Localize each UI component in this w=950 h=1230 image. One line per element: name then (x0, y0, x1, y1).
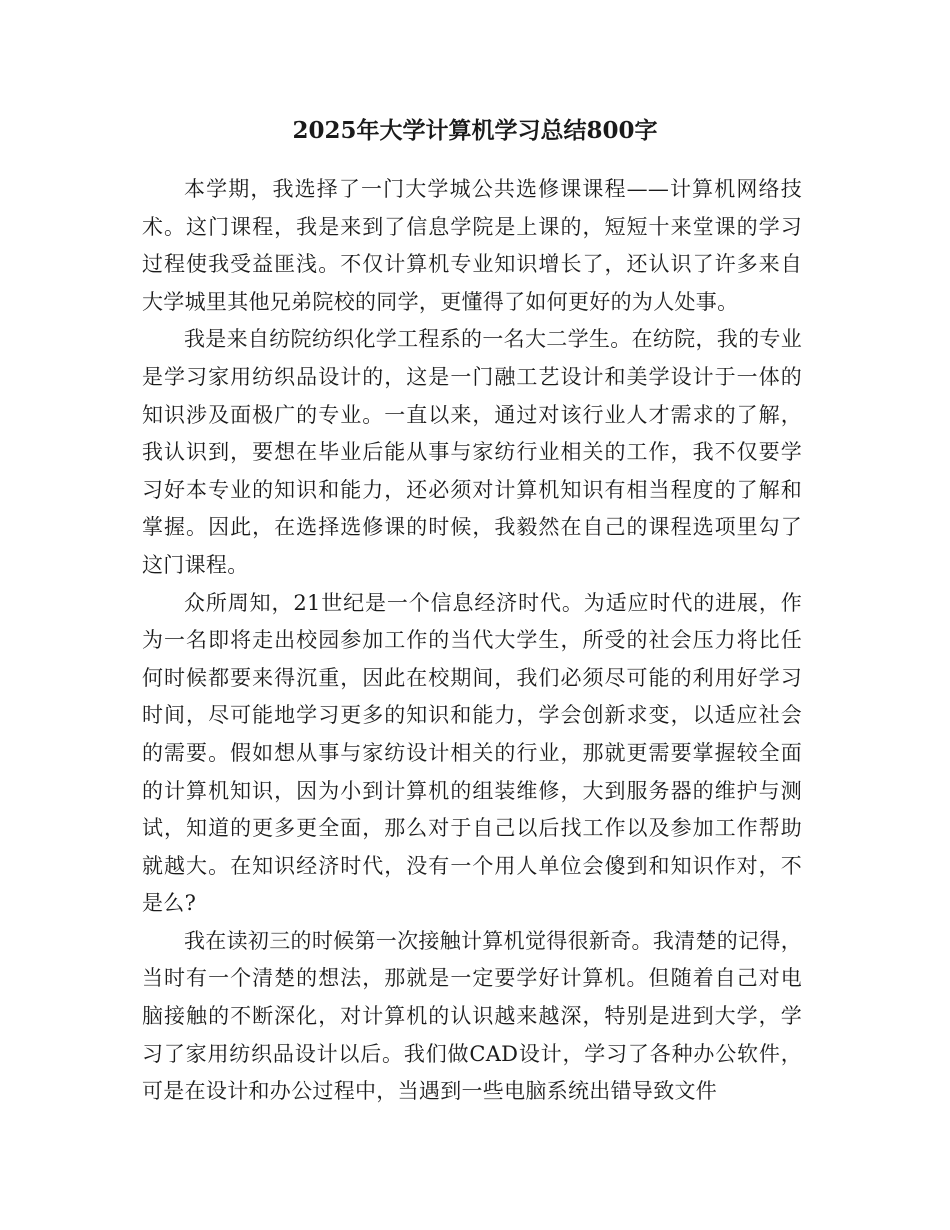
document-title: 2025年大学计算机学习总结800字 (292, 117, 658, 144)
paragraph-4: 我在读初三的时候第一次接触计算机觉得很新奇。我清楚的记得，当时有一个清楚的想法，那就是一定要学好计算机。但随着自己对电脑接触的不断深化，对计算机的认识越来越深，特别是进到大学，学习了家用纺织品设计以后。我们做CAD设计，学习了各种办公软件，可是在设计和办公过程中，当遇到一些电脑系统出错导致文件 (142, 928, 802, 1104)
paragraph-1: 本学期，我选择了一门大学城公共选修课课程——计算机网络技术。这门课程，我是来到了信息学院是上课的，短短十来堂课的学习过程使我受益匪浅。不仅计算机专业知识增长了，还认识了许多来自大学城里其他兄弟院校的同学，更懂得了如何更好的为人处事。 (142, 177, 802, 314)
document-body (142, 171, 802, 1111)
paragraph-3: 众所周知，21世纪是一个信息经济时代。为适应时代的进展，作为一名即将走出校园参加工作的当代大学生，所受的社会压力将比任何时候都要来得沉重，因此在校期间，我们必须尽可能的利用好学习时间，尽可能地学习更多的知识和能力，学会创新求变，以适应社会的需要。假如想从事与家纺设计相关的行业，那就更需要掌握较全面的计算机知识，因为小到计算机的组装维修，大到服务器的维护与测试，知道的更多更全面，那么对于自己以后找工作以及参加工作帮助就越大。在知识经济时代，没有一个用人单位会傻到和知识作对，不是么? (142, 590, 802, 916)
paragraph-2: 我是来自纺院纺织化学工程系的一名大二学生。在纺院，我的专业是学习家用纺织品设计的，这是一门融工艺设计和美学设计于一体的知识涉及面极广的专业。一直以来，通过对该行业人才需求的了解，我认识到，要想在毕业后能从事与家纺行业相关的工作，我不仅要学习好本专业的知识和能力，还必须对计算机知识有相当程度的了解和掌握。因此，在选择选修课的时候，我毅然在自己的课程选项里勾了这门课程。 (142, 327, 802, 577)
